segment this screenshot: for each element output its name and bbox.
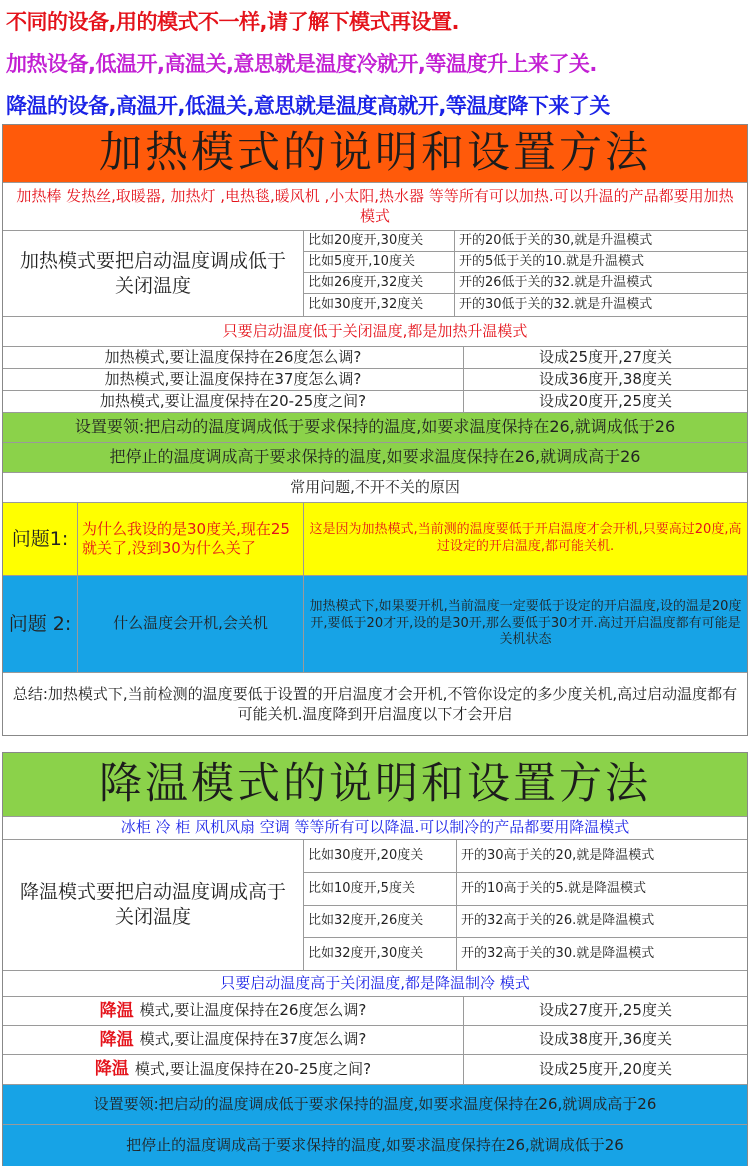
- heating-examples-block: [3, 231, 747, 317]
- qa-prefix: 降温: [99, 1000, 134, 1021]
- heating-examples-table: [303, 231, 747, 316]
- qa-question: 加热模式,要让温度保持在20-25度之间?: [99, 391, 367, 410]
- intro-line-2: 加热设备,低温开,高温关,意思就是温度冷就开,等温度升上来了关.: [6, 52, 597, 76]
- heating-summary-row: [3, 317, 747, 347]
- qa-answer: 设成36度开,38度关: [463, 369, 747, 390]
- qa-question: [3, 997, 463, 1025]
- example-note: 开的32高于关的26.就是降温模式: [456, 906, 747, 937]
- heating-tip-2-row: [3, 443, 747, 473]
- cooling-title: 降温模式的说明和设置方法: [99, 758, 651, 809]
- table-row: [304, 231, 747, 252]
- cooling-tip-2: 把停止的温度调成高于要求保持的温度,如要求温度保持在26,就调成低于26: [126, 1135, 624, 1154]
- cooling-section: [2, 752, 748, 1166]
- qa-answer: 设成20度开,25度关: [463, 391, 747, 412]
- heating-devices-row: [3, 183, 747, 231]
- example-note: 开的5低于关的10.就是升温模式: [454, 252, 747, 272]
- example-note: 开的10高于关的5.就是降温模式: [456, 873, 747, 905]
- qa-answer: 设成25度开,20度关: [463, 1055, 747, 1084]
- faq-title: 常用问题,不开不关的原因: [290, 477, 460, 496]
- intro-line-1: 不同的设备,用的模式不一样,请了解下模式再设置.: [6, 10, 459, 34]
- heating-rule: 加热模式要把启动温度调成低于关闭温度: [19, 249, 286, 297]
- qa-question-text: 模式,要让温度保持在20-25度之间?: [134, 1059, 372, 1078]
- heating-devices: 加热棒 发热丝,取暖器, 加热灯 ,电热毯,暖风机 ,小太阳,热水器 等等所有可以加热.可以升温的产品都要用加热模式: [16, 187, 734, 225]
- example-setting: 比如5度开,10度关: [308, 253, 415, 269]
- qa-question: [3, 1055, 463, 1084]
- qa-prefix: 降温: [99, 1029, 134, 1050]
- problem-2-row: [3, 576, 747, 673]
- example-setting: 比如10度开,5度关: [308, 880, 415, 896]
- example-note: 开的32高于关的30.就是降温模式: [456, 938, 747, 970]
- table-row: [304, 906, 747, 938]
- table-row: [3, 1055, 747, 1085]
- table-row: [304, 938, 747, 970]
- table-row: [3, 391, 747, 413]
- heating-title: 加热模式的说明和设置方法: [99, 127, 651, 178]
- problem-2-label: 问题 2:: [8, 612, 72, 635]
- table-row: [3, 347, 747, 369]
- example-setting: 比如32度开,26度关: [308, 913, 424, 929]
- cooling-title-row: [3, 753, 747, 817]
- problem-2-answer: 加热模式下,如果要开机,当前温度一定要低于设定的开启温度,设的温是20度开,要低于20才开,设的是30开,那么要低于30才开.高过开启温度都有可能是关机状态: [303, 576, 747, 672]
- example-note: 开的26低于关的32.就是升温模式: [454, 273, 747, 293]
- table-row: [304, 252, 747, 273]
- cooling-tip-1: 设置要领:把启动的温度调成低于要求保持的温度,如要求温度保持在26,就调成高于26: [93, 1094, 657, 1113]
- table-row: [304, 273, 747, 294]
- table-row: [3, 1026, 747, 1055]
- conclusion-row: [3, 673, 747, 736]
- cooling-examples-table: [303, 840, 747, 970]
- table-row: [304, 873, 747, 906]
- qa-answer: 设成38度开,36度关: [463, 1026, 747, 1054]
- cooling-summary: 只要启动温度高于关闭温度,都是降温制冷 模式: [220, 973, 530, 992]
- example-note: 开的30高于关的20,就是降温模式: [456, 840, 747, 872]
- table-row: [304, 840, 747, 873]
- cooling-examples-block: [3, 840, 747, 971]
- qa-question: 加热模式,要让温度保持在26度怎么调?: [104, 347, 362, 366]
- qa-prefix: 降温: [94, 1059, 129, 1080]
- example-setting: 比如30度开,20度关: [308, 847, 424, 863]
- problem-1-row: [3, 503, 747, 576]
- cooling-devices: 冰柜 冷 柜 风机风扇 空调 等等所有可以降温.可以制冷的产品都要用降温模式: [120, 818, 630, 837]
- heating-conclusion: 总结:加热模式下,当前检测的温度要低于设置的开启温度才会开机,不管你设定的多少度关机,高过启动温度都有可能关机.温度降到开启温度以下才会开启: [12, 685, 738, 723]
- table-row: [304, 294, 747, 316]
- example-setting: 比如32度开,30度关: [308, 945, 424, 961]
- problem-1-label: 问题1:: [11, 527, 69, 550]
- example-setting: 比如30度开,32度关: [308, 296, 424, 312]
- qa-answer: 设成25度开,27度关: [463, 347, 747, 368]
- qa-question: 加热模式,要让温度保持在37度怎么调?: [104, 369, 362, 388]
- example-setting: 比如20度开,30度关: [308, 232, 424, 248]
- cooling-devices-row: [3, 817, 747, 840]
- qa-question: [3, 1026, 463, 1054]
- cooling-rule: 降温模式要把启动温度调成高于关闭温度: [19, 881, 286, 928]
- problem-1-answer: 这是因为加热模式,当前测的温度要低于开启温度才会开机,只要高过20度,高过设定的开启温度,都可能关机.: [303, 503, 747, 575]
- faq-title-row: [3, 473, 747, 503]
- heating-section: [2, 124, 748, 736]
- example-note: 开的20低于关的30,就是升温模式: [454, 231, 747, 251]
- cooling-summary-row: [3, 971, 747, 997]
- heating-tip-1: 设置要领:把启动的温度调成低于要求保持的温度,如要求温度保持在26,就调成低于26: [74, 417, 676, 437]
- example-setting: 比如26度开,32度关: [308, 274, 424, 290]
- qa-answer: 设成27度开,25度关: [463, 997, 747, 1025]
- cooling-tip-2-row: [3, 1125, 747, 1166]
- table-row: [3, 369, 747, 391]
- cooling-tip-1-row: [3, 1085, 747, 1125]
- intro-line-3: 降温的设备,高温开,低温关,意思就是温度高就开,等温度降下来了关: [6, 94, 610, 118]
- problem-1-question: 为什么我设的是30度关,现在25就关了,没到30为什么关了: [77, 503, 303, 575]
- qa-question-text: 模式,要让温度保持在26度怎么调?: [139, 1001, 367, 1020]
- heating-summary: 只要启动温度低于关闭温度,都是加热升温模式: [222, 321, 528, 340]
- problem-2-question: 什么温度会开机,会关机: [77, 576, 303, 672]
- heating-title-row: [3, 125, 747, 183]
- heating-tip-2: 把停止的温度调成高于要求保持的温度,如要求温度保持在26,就调成高于26: [109, 447, 641, 467]
- example-note: 开的30低于关的32.就是升温模式: [454, 294, 747, 316]
- heating-tip-1-row: [3, 413, 747, 443]
- table-row: [3, 997, 747, 1026]
- qa-question-text: 模式,要让温度保持在37度怎么调?: [139, 1030, 367, 1049]
